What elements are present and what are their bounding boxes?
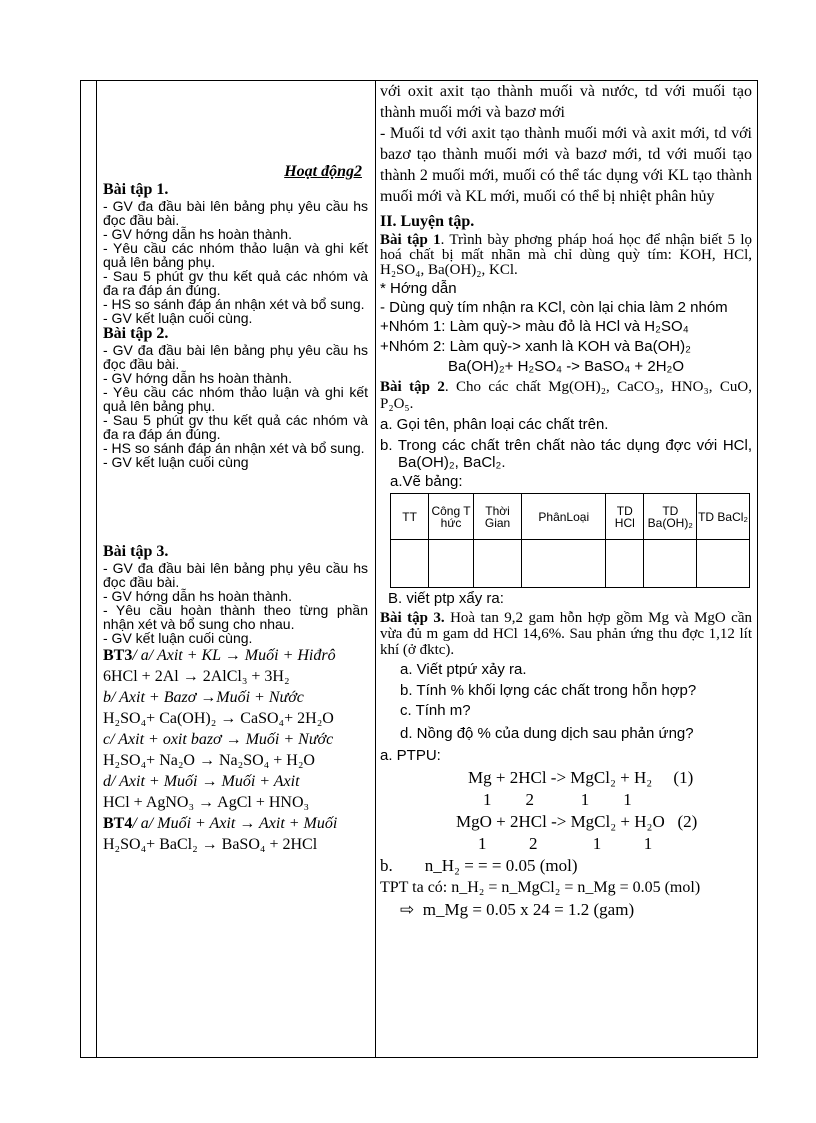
bt1-line-2: - GV hớng dẫn hs hoàn thành. <box>103 226 292 242</box>
bt1-line-5: - HS so sánh đáp án nhận xét và bổ sung. <box>103 296 365 312</box>
r-bt1-group2: +Nhóm 2: Làm quỳ-> xanh là KOH và Ba(OH)₂ <box>380 338 691 355</box>
table-cell <box>606 540 644 588</box>
table-cell <box>391 540 429 588</box>
bt1-line-6: - GV kết luận cuối cùng. <box>103 310 253 326</box>
intro-para-1: với oxit axit tạo thành muối và nước, td với muối tạo thành muối mới và bazơ mới <box>380 83 752 121</box>
table-caption: a.Vẽ bảng: <box>390 473 463 490</box>
content-column <box>378 81 756 921</box>
bt3-answer-a <box>103 645 368 666</box>
r-bt3-qd: d. Nồng độ % của dung dịch sau phản ứng? <box>400 725 694 742</box>
r-bt3-title: Bài tập 3. <box>380 610 445 626</box>
section-heading: II. Luyện tập. <box>380 213 475 230</box>
r-bt2-after: B. viết ptp xẩy ra: <box>388 590 504 607</box>
table-row <box>391 540 750 588</box>
r-bt2-title: Bài tập 2 <box>380 379 445 395</box>
bt4-a-text: / a/ Muối + Axit → Axit + Muối <box>132 815 338 832</box>
bt2-title: Bài tập 2. <box>103 325 169 342</box>
column-divider-left <box>96 81 97 1057</box>
r-bt2-text: . Cho các chất Mg(OH)₂, CaCO₃, HNO₃, CuO, P₂O₅. <box>380 379 752 412</box>
table-cell <box>429 540 473 588</box>
r-bt3-ptpu: a. PTPU: <box>380 747 441 764</box>
bt4-a-equation: H₂SO₄+ BaCl₂ → BaSO₄ + 2HCl <box>103 836 318 853</box>
table-cell <box>644 540 697 588</box>
r-bt1-equation: Ba(OH)₂+ H₂SO₄ -> BaSO₄ + 2H₂O <box>447 358 685 375</box>
table-cell <box>522 540 606 588</box>
r-bt3-qb: b. Tính % khối lợng các chất trong hỗn hợp? <box>400 682 697 699</box>
bt4-label: BT4 <box>103 815 133 832</box>
table-cell <box>473 540 522 588</box>
bt1-line-3: - Yêu cầu các nhóm thảo luận và ghi kết quả lên bảng phụ. <box>103 240 368 270</box>
bt3-d-text: d/ Axit + Muối → Muối + Axit <box>103 773 300 790</box>
r-bt1-text: . Trình bày phơng pháp hoá học để nhận biết 5 lọ hoá chất bị mất nhãn mà chỉ dùng quỳ tím: KOH, HCl, H₂SO₄, Ba(OH)₂, KCl. <box>380 232 752 278</box>
bt4-answer-a <box>103 813 368 834</box>
bt2-line-3: - Yêu cầu các nhóm thảo luận và ghi kết quả lên bảng phụ. <box>103 384 368 414</box>
bt3-label: BT3 <box>103 647 133 664</box>
th-td-hcl: TD HCl <box>606 494 644 540</box>
th-tt: TT <box>391 494 429 540</box>
r-b-label: b. <box>380 856 393 875</box>
column-divider-center <box>375 81 376 1057</box>
bt3-c-equation: H₂SO₄+ Na₂O → Na₂SO₄ + H₂O <box>103 752 315 769</box>
bt1-line-4: - Sau 5 phút gv thu kết quả các nhóm và đa ra đáp án đúng. <box>103 268 368 298</box>
bt3-d-equation: HCl + AgNO₃ → AgCl + HNO₃ <box>103 794 310 811</box>
r-eq1-coef: 1 2 1 1 <box>483 790 632 809</box>
bt2-line-6: - GV kết luận cuối cùng <box>103 454 249 470</box>
bt3-title: Bài tập 3. <box>103 543 169 560</box>
r-bt3-statement <box>380 610 752 658</box>
r-bt1-statement <box>380 233 752 278</box>
r-bt1-group1: +Nhóm 1: Làm quỳ-> màu đỏ là HCl và H₂SO₄ <box>380 318 689 335</box>
bt3-a-text: / a/ Axit + KL → Muối + Hiđrô <box>132 647 336 664</box>
activity-heading: Hoạt động2 <box>284 163 362 180</box>
bt3-line-3: - Yêu cầu hoàn thành theo từng phần nhận xét và bổ sung cho nhau. <box>103 602 368 632</box>
r-bt3-qc: c. Tính m? <box>400 702 471 719</box>
r-b-moles: n_H₂ = = = 0.05 (mol) <box>424 856 578 875</box>
classification-table <box>390 493 750 588</box>
r-bt2-statement <box>380 379 752 413</box>
r-bt1-guide: * Hớng dẫn <box>380 280 457 297</box>
bt3-line-2: - GV hớng dẫn hs hoàn thành. <box>103 588 292 604</box>
th-thoi-gian: Thời Gian <box>473 494 522 540</box>
r-eq1: Mg + 2HCl -> MgCl₂ + H₂ (1) <box>468 768 694 787</box>
bt1-title: Bài tập 1. <box>103 181 169 198</box>
r-bt1-step1: - Dùng quỳ tím nhận ra KCl, còn lại chia làm 2 nhóm <box>380 299 728 316</box>
r-bt2-qb: b. Trong các chất trên chất nào tác dụng đợc với HCl, Ba(OH)₂, BaCl₂. <box>380 437 752 471</box>
th-td-baoh2: TD Ba(OH)₂ <box>644 494 697 540</box>
bt1-line-1: - GV đa đầu bài lên bảng phụ yêu cầu hs đọc đầu bài. <box>103 198 368 228</box>
th-phan-loai: PhânLoại <box>522 494 606 540</box>
bt2-line-5: - HS so sánh đáp án nhận xét và bổ sung. <box>103 440 365 456</box>
bt2-line-4: - Sau 5 phút gv thu kết quả các nhóm và đa ra đáp án đúng. <box>103 412 368 442</box>
th-cong-thuc: Công T hức <box>429 494 473 540</box>
bt3-b-equation: H₂SO₄+ Ca(OH)₂ → CaSO₄+ 2H₂O <box>103 710 334 727</box>
r-bt3-qa: a. Viết ptpứ xảy ra. <box>400 661 527 678</box>
bt3-b-text: b/ Axit + Bazơ →Muối + Nước <box>103 689 304 706</box>
r-bt2-qa: a. Gọi tên, phân loại các chất trên. <box>380 416 609 433</box>
bt2-line-2: - GV hớng dẫn hs hoàn thành. <box>103 370 292 386</box>
bt3-a-equation: 6HCl + 2Al → 2AlCl₃ + 3H₂ <box>103 668 290 685</box>
r-b-line <box>380 855 752 877</box>
bt3-line-1: - GV đa đầu bài lên bảng phụ yêu cầu hs đọc đầu bài. <box>103 560 368 590</box>
bt3-line-4: - GV kết luận cuối cùng. <box>103 630 253 646</box>
r-bt1-title: Bài tập 1 <box>380 232 441 248</box>
th-td-bacl2: TD BaCl₂ <box>697 494 750 540</box>
r-eq2: MgO + 2HCl -> MgCl₂ + H₂O (2) <box>456 812 698 831</box>
intro-para-2: - Muối td với axit tạo thành muối mới và axit mới, td với bazơ tạo thành muối mới và bazơ mới, td với muối tạo thành 2 muối mới, muối có thể tác dụng với KL tạo thành muối mới và KL mới, muối có thể bị nhiệt phân hủy <box>380 125 752 205</box>
r-bt3-text: Hoà tan 9,2 gam hỗn hợp gồm Mg và MgO cần vừa đủ m gam dd HCl 14,6%. Sau phản ứng thu đợc 1,12 lít khí (ở đktc). <box>380 610 752 658</box>
lesson-table <box>80 80 758 1058</box>
bt2-line-1: - GV đa đầu bài lên bảng phụ yêu cầu hs đọc đầu bài. <box>103 342 368 372</box>
table-header-row <box>391 494 750 540</box>
r-mass-line: ⇨ m_Mg = 0.05 x 24 = 1.2 (gam) <box>400 900 635 919</box>
r-tpt-line: TPT ta có: n_H₂ = n_MgCl₂ = n_Mg = 0.05 (mol) <box>380 879 701 896</box>
bt3-c-text: c/ Axit + oxit bazơ → Muối + Nước <box>103 731 334 748</box>
r-eq2-coef: 1 2 1 1 <box>478 834 653 853</box>
table-cell <box>697 540 750 588</box>
teacher-activities-column <box>101 81 371 855</box>
